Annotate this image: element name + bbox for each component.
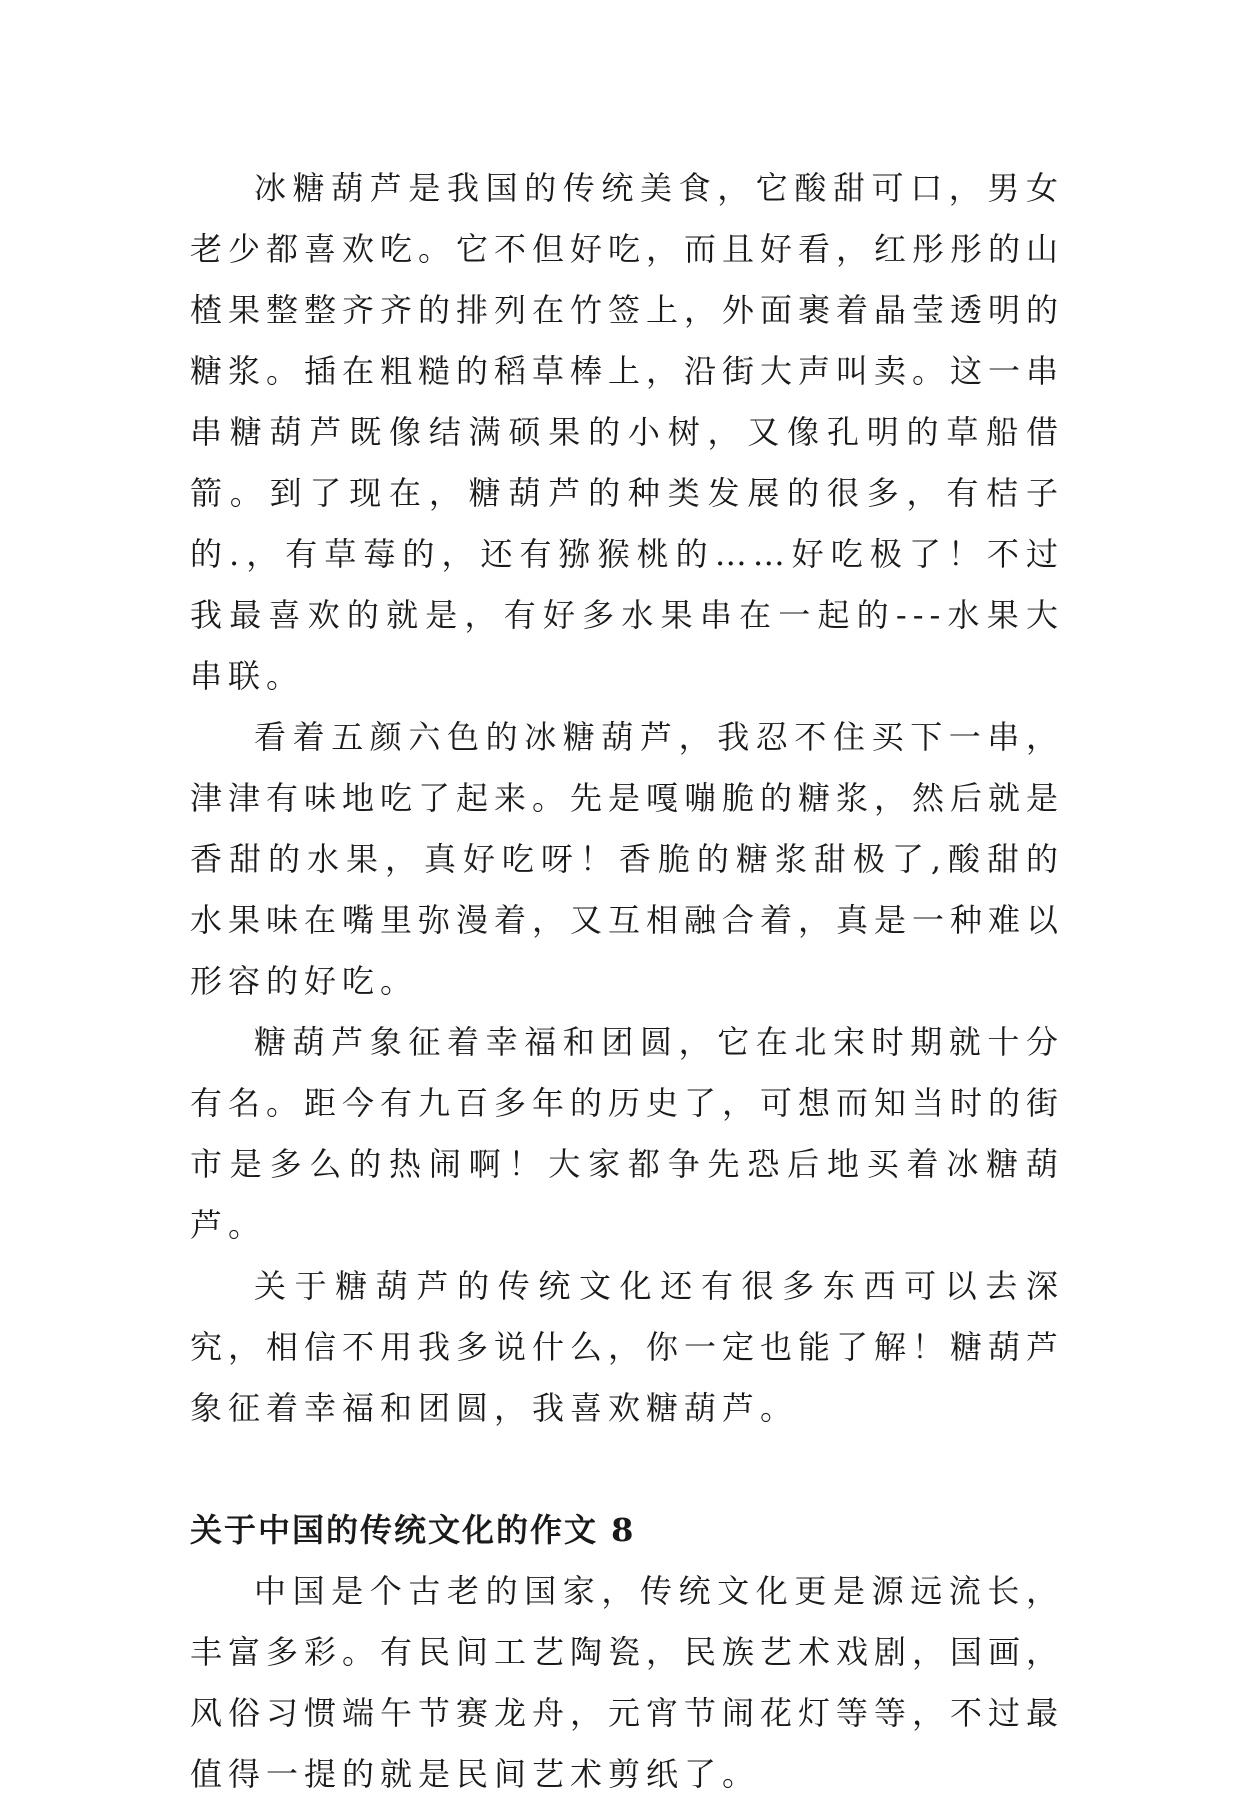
paragraph: 关于糖葫芦的传统文化还有很多东西可以去深究，相信不用我多说什么，你一定也能了解！糖葫芦象征着幸福和团圆，我喜欢糖葫芦。	[190, 1267, 1065, 1427]
paragraph: 看着五颜六色的冰糖葫芦，我忍不住买下一串，津津有味地吃了起来。先是嘎嘣脆的糖浆，然后就是香甜的水果，真好吃呀！香脆的糖浆甜极了,酸甜的水果味在嘴里弥漫着，又互相融合着，真是一种难以形容的好吃。	[190, 718, 1065, 1000]
paragraph: 糖葫芦象征着幸福和团圆，它在北宋时期就十分有名。距今有九百多年的历史了，可想而知当时的街市是多么的热闹啊！大家都争先恐后地买着冰糖葫芦。	[190, 1023, 1065, 1244]
paragraph: 中国是个古老的国家，传统文化更是源远流长，丰富多彩。有民间工艺陶瓷，民族艺术戏剧，国画，风俗习惯端午节赛龙舟，元宵节闹花灯等等，不过最值得一提的就是民间艺术剪纸了。	[190, 1572, 1065, 1793]
paragraph: 冰糖葫芦是我国的传统美食，它酸甜可口，男女老少都喜欢吃。它不但好吃，而且好看，红彤彤的山楂果整整齐齐的排列在竹签上，外面裹着晶莹透明的糖浆。插在粗糙的稻草棒上，沿街大声叫卖。这一串串糖葫芦既像结满硕果的小树，又像孔明的草船借箭。到了现在，糖葫芦的种类发展的很多，有桔子的.，有草莓的，还有猕猴桃的……好吃极了！不过我最喜欢的就是，有好多水果串在一起的---水果大串联。	[190, 169, 1065, 695]
section-heading: 关于中国的传统文化的作文 8	[190, 1511, 636, 1549]
document-page	[190, 158, 1064, 1805]
